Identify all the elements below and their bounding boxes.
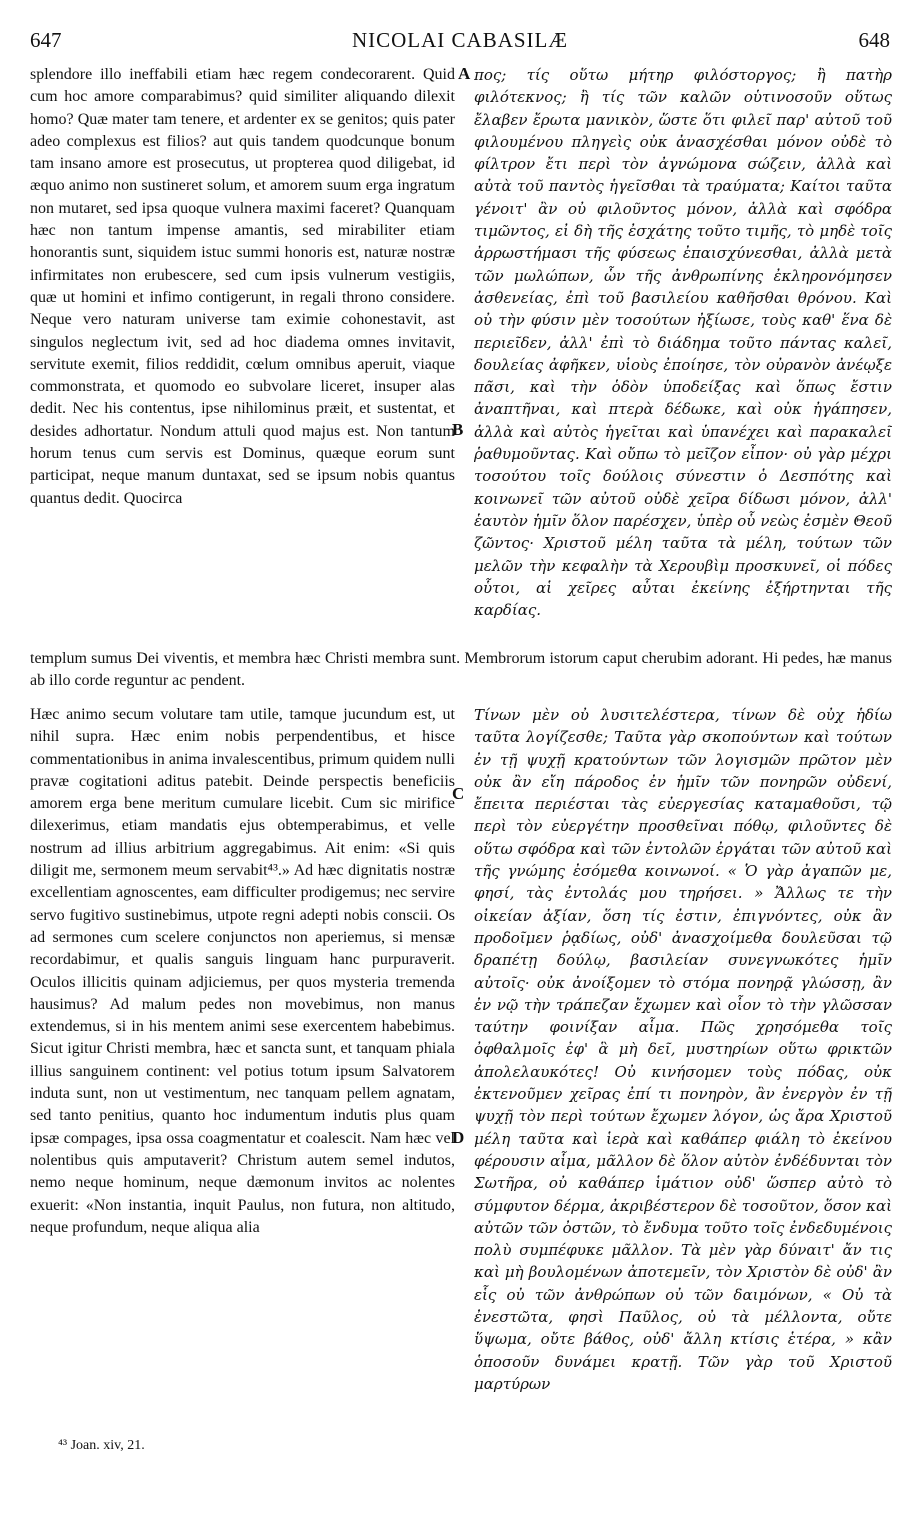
running-title: NICOLAI CABASILÆ [351, 28, 569, 52]
left-page-number: 647 [30, 28, 62, 52]
footnote: ⁴³ Joan. xiv, 21. [58, 1438, 145, 1453]
latin-column-section-1: splendore illo ineffabili etiam hæc regem condecorarent. Quid cum hoc amore comparabimus? quid similiter aliquando dilexit homo? Quæ mater tam tenere, et ardenter ex se genitos; quis pater adeo complexus est filios? aut quis tandem quodcunque bonum tam insano amore est prosecutus, ut propterea quod diligebat, id æquo animo non sustineret solum, et amorem suum erga ingratum non mutaret, sed ipsa quoque vulnera maximi faceret? Quanquam hæc non tantum impense amantis, sed mirabiliter etiam honorantis sunt, siquidem istuc summi honoris est, naturæ nostræ infirmitates non erubescere, sed cum ipsis vulnerum vestigiis, quæ ut homini et infimo contigerunt, in regali throno considere. Neque vero naturam universe tam eximie cohonestavit, ast singulos neglectum ivit, sed ad hoc diadema omnes invitavit, servitute exemit, filios reddidit, cœlum omnibus aperuit, viaque commonstrata, et quomodo eo subvolare liceret, insuper alas dedit. Nec his contentus, ipse nihilominus præit, et sustentat, et desides adhortatur. Nondum attuli quod majus est. Non tantum horum tenus cum servis est Dominus, quæque eorum sunt participat, neque manum duntaxat, sed se ipsum nobis quantus quantus dedit. Quocirca [30, 66, 455, 507]
latin-column-section-2: Hæc animo secum volutare tam utile, tamque jucundum est, ut nihil supra. Hæc enim nobis perpendentibus, et hisce commentationibus in anima invalescentibus, primum quidem nulli pravæ cogitationi aditus patebit. Deinde perspectis beneficiis amorem erga bene meritum cumulare licebit. Cum sic mirifice dilexerimus, etiam mandatis ejus obtemperabimus, et velle nostrum ad illius arbitrium aggregabimus. Ait enim: «Si quis diligit me, sermonem meum servabit⁴³.» Ad hæc dignitatis nostræ excellentiam agnoscentes, eam difficulter prodigemus; nec servire servo fugitivo sustinebimus, utpote regni adepti nobis conscii. Os ad sermones cum scelere conjunctos non aperiemus, si mensæ recordabimur, et qualis sanguis linguam hanc purpuraverit. Oculos illicitis quinam adjiciemus, per quos mysteria tremenda hausimus? Ad malum pedes non movebimus, non manus extendemus, si in his mentem animi sese exercentem habebimus. Sicut igitur Christi membra, hæc et sancta sunt, et tanquam phiala illius sanguinem continent: vel potius totum ipsum Salvatorem induta sunt, non ut vestimentum, nec tanquam pellem agnatam, sed tanto penitius, quanto hoc indumentum indutis plus quam ipsæ compages, ipsa ossa coagmentatur et coalescit. Nam hæc vel nolentibus quis amputaverit? Christum autem semel indutos, nemo neque hominum, neque dæmonum invitos ac nolentes exuerit: «Non instantia, inquit Paulus, non futura, non altitudo, neque profundum, neque aliqua alia [30, 706, 455, 1236]
running-header [30, 28, 890, 56]
latin-spanning-line: templum sumus Dei viventis, et membra hæc Christi membra sunt. Membrorum istorum caput cherubim adorant. Hi pedes, hæ manus ab illo corde reguntur ac pendent. [30, 650, 892, 690]
section-marker-d: D [452, 1128, 465, 1147]
section-marker-a: A [458, 64, 471, 83]
section-marker-c: C [452, 784, 465, 803]
right-page-number: 648 [858, 28, 890, 52]
greek-column-section-1: πος; τίς οὕτω μήτηρ φιλόστοργος; ἢ πατὴρ φιλότεκνος; ἢ τίς τῶν καλῶν οὑτινοσοῦν οὕτως ἔλαβεν ἔρωτα μανικὸν, ὥστε ὅτι φιλεῖ παρ' αὐτοῦ τοῦ φιλουμένου πληγεὶς οὐκ ἀνασχέσθαι μόνον οὐδὲ τὸ φίλτρον ἔτι περὶ τὸν ἀγνώμονα σώζειν, ἀλλὰ καὶ αὐτὰ τοῦ παντὸς ἡγεῖσθαι τὰ τραύματα; Καίτοι ταῦτα γένοιτ' ἂν οὐ φιλοῦντος μόνον, ἀλλὰ καὶ σφόδρα τιμῶντος, εἰ δὴ τῆς ἐσχάτης τοῦτο τιμῆς, τὸ μηδὲ τοῖς ἀρρωστήμασι τῆς φύσεως ἐπαισχύνεσθαι, ἀλλὰ μετὰ τῶν μωλώπων, ὧν τῆς ἀνθρωπίνης ἐκληρονόμησεν ἀσθενείας, ἐπὶ τοῦ βασιλείου καθῆσθαι θρόνου. Καὶ οὐ τὴν φύσιν μὲν τοσούτων ἠξίωσε, τοὺς καθ' ἕνα δὲ περιεῖδεν, ἀλλ' ἐπὶ τὸ διάδημα τοῦτο πάντας καλεῖ, δουλείας ἀφῆκεν, υἱοὺς ἐποίησε, τὸν οὐρανὸν ἀνέῳξε πᾶσι, καὶ τὴν ὁδὸν ὑποδείξας καὶ ὅπως ἔστιν ἀναπτῆναι, καὶ πτερὰ δέδωκε, καὶ οὐκ ἠγάπησεν, ἀλλὰ καὶ αὐτὸς ἡγεῖται καὶ ὑπανέχει καὶ παρακαλεῖ ῥαθυμοῦντας. Καὶ οὔπω τὸ μεῖζον εἶπον· οὐ γὰρ μέχρι τοσούτου τοῖς δούλοις σύνεστιν ὁ Δεσπότης καὶ κοινωνεῖ τῶν αὐτοῦ οὐδὲ χεῖρα δίδωσι μόνον, ἀλλ' ἑαυτὸν ἡμῖν ὅλον παρέσχεν, ὑπὲρ οὗ νεὼς ἐσμὲν Θεοῦ ζῶντος· Χριστοῦ μέλη ταῦτα τὰ μέλη, τούτων τῶν μελῶν τὴν κεφαλὴν τὰ Χερουβὶμ προσκυνεῖ, οἱ πόδες οὗτοι, αἱ χεῖρες αὗται ἐκείνης ἐξήρτηνται τῆς καρδίας. [474, 66, 892, 620]
greek-column-section-2: Τίνων μὲν οὐ λυσιτελέστερα, τίνων δὲ οὐχ ἡδίω ταῦτα λογίζεσθε; Ταῦτα γὰρ σκοπούντων καὶ τούτων ἐν τῇ ψυχῇ κρατούντων τῶν λογισμῶν πρῶτον μὲν οὐκ ἂν εἴη πάροδος ἐν ἡμῖν τῶν πονηρῶν οὐδενί, ἔπειτα περιέσται τὰς εὐεργεσίας καταμαθοῦσι, τῷ περὶ τὸν εὐεργέτην προσθεῖναι πόθῳ, φιλοῦντες δὲ οὕτω σφόδρα καὶ τῶν ἐντολῶν ἐργάται τῶν αὐτοῦ καὶ τῆς γνώμης ἐσόμεθα κοινωνοί. « Ὁ γὰρ ἀγαπῶν με, φησί, τὰς ἐντολάς μου τηρήσει. » Ἄλλως τε τὴν οἰκείαν ἀξίαν, ὅση τίς ἐστιν, ἐπιγνόντες, οὐκ ἂν προδοῖμεν ῥᾳδίως, οὐδ' ἀνασχοίμεθα δουλεῦσαι τῷ δραπέτῃ δούλῳ, βασιλείαν συνεγνωκότες ἡμῖν αὐτοῖς· οὐκ ἀνοίξομεν τὸ στόμα πονηρᾷ γλώσσῃ, ἂν ἐν νῷ τὴν τράπεζαν ἔχωμεν καὶ οἷον τὸ τὴν γλῶσσαν ταύτην φοινίξαν αἷμα. Πῶς χρησόμεθα τοῖς ὀφθαλμοῖς ἐφ' ἃ μὴ δεῖ, μυστηρίων οὕτω φρικτῶν ἀπολελαυκότες! Οὐ κινήσομεν τοὺς πόδας, οὐκ ἐκτενοῦμεν χεῖρας ἐπί τι πονηρὸν, ἂν ἐνεργὸν ἐν τῇ ψυχῇ τὸν περὶ τούτων ἔχωμεν λόγον, ὡς ἄρα Χριστοῦ μέλη ταῦτα καὶ ἱερὰ καὶ καθάπερ φιάλη τὸ ἐκείνου φέρουσιν αἷμα, μᾶλλον δὲ ὅλον αὐτὸν ἐνδέδυνται τὸν Σωτῆρα, οὐ καθάπερ ἱμάτιον οὐδ' ὥσπερ αὐτὸ τὸ σύμφυτον δέρμα, ἀκριβέστερον δὲ τοσοῦτον, ὅσον καὶ αὐτῶν τῶν ὀστῶν, τὸ ἔνδυμα τοῦτο τοῖς ἐνδεδυμένοις πολὺ συμπέφυκε μᾶλλον. Τὰ μὲν γὰρ δύναιτ' ἄν τις καὶ μὴ βουλομένων ἀποτεμεῖν, τὸν Χριστὸν δὲ οὐδ' ἂν εἷς οὐ τῶν ἀνθρώπων οὐ τῶν δαιμόνων, « Οὐ τὰ ἐνεστῶτα, φησὶ Παῦλος, οὐ τὰ μέλλοντα, οὔτε ὕψωμα, οὔτε βάθος, οὐδ' ἄλλη κτίσις ἑτέρα, » κἂν ὁποσοῦν δυνάμει κρατῇ. Τῶν γὰρ τοῦ Χριστοῦ μαρτύρων [474, 706, 892, 1393]
section-marker-b: B [452, 420, 464, 439]
